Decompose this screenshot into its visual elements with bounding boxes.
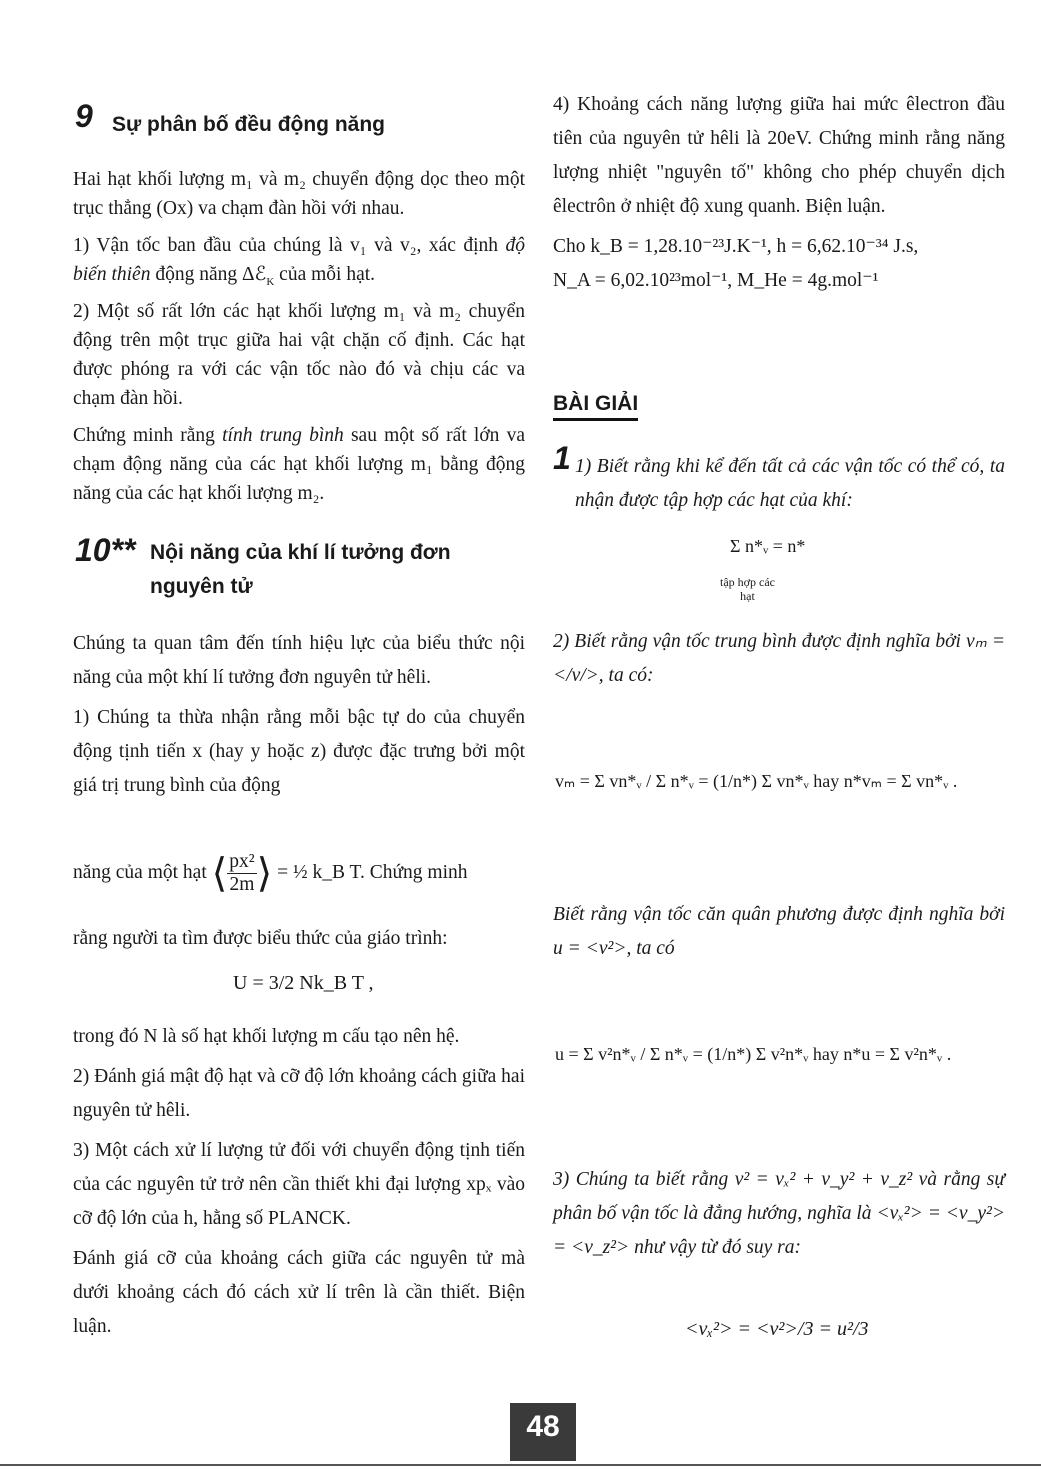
q4: 4) Khoảng cách năng lượng giữa hai mức êlectron đầu tiên của nguyên tử hêli là 20eV. Chứng minh rằng năng lượng nhiệt "nguyên tố" không cho phép chuyển dịch êlectrôn ở nhiệt độ xung quanh. Biện luận. — [553, 94, 1005, 217]
internal-energy-formula: U = 3/2 Nk_B T , — [233, 972, 374, 994]
text: động năng Δℰ — [150, 264, 267, 285]
text: của mỗi hạt. — [274, 264, 376, 285]
p10-q3b: Đánh giá cỡ của khoảng cách giữa các nguyên tử mà dưới khoảng cách đó cách xử lí trên là cần thiết. Biện luận. — [73, 1248, 525, 1337]
kinetic-fraction — [227, 851, 256, 896]
problem-10-title-1: Nội năng của khí lí tưởng đơn — [150, 541, 451, 564]
p10-q1: 1) Chúng ta thừa nhận rằng mỗi bậc tự do của chuyển động tịnh tiến x (hay y hoặc z) được đặc trưng bởi một giá trị trung bình của động — [73, 707, 525, 796]
problem-9-body — [73, 165, 525, 516]
problem-9-title: Sự phân bố đều động năng — [112, 113, 386, 136]
q4-body — [553, 88, 1005, 304]
text: 1) Vận tốc ban đầu của chúng là v₁ và v₂, xác định — [73, 235, 506, 256]
problem-10-title-2: nguyên tử — [150, 575, 253, 598]
solution-1-formula: Σ n*ᵥ = n* — [730, 536, 806, 556]
text: sau một số rất lớn va chạm động năng của các hạt khối lượng m₁ bằng động năng của các hạt khối lượng m₂. — [73, 425, 526, 504]
p9-q2: 2) Một số rất lớn các hạt khối lượng m₁ và m₂ chuyển động trên một trục giữa hai vật chặn cố định. Các hạt được phóng ra với các vận tốc nào đó và chịu các va chạm đàn hồi. — [73, 301, 525, 409]
p9-q2b — [73, 421, 525, 508]
subscript: K — [266, 275, 275, 288]
solution-2-formula: vₘ = Σ vn*ᵥ / Σ n*ᵥ = (1/n*) Σ vn*ᵥ hay n*vₘ = Σ vn*ᵥ . — [555, 771, 958, 791]
text: . Chứng minh — [359, 862, 468, 883]
numerator: px² — [229, 851, 255, 873]
p10-intro: Chúng ta quan tâm đến tính hiệu lực của biểu thức nội năng của một khí lí tưởng đơn nguyên tử hêli. — [73, 633, 525, 688]
solution-2b: Biết rằng vận tốc căn quân phương được định nghĩa bởi u = <v²>, ta có — [553, 904, 1005, 959]
denominator: 2m — [229, 874, 255, 896]
solution-heading: BÀI GIẢI — [553, 392, 638, 421]
problem-number-9: 9 — [75, 98, 93, 134]
problem-10-body — [73, 627, 525, 803]
text: năng của một hạt — [73, 862, 207, 883]
problem-number-10: 10** — [75, 532, 136, 568]
given-2: N_A = 6,02.10²³mol⁻¹, M_He = 4g.mol⁻¹ — [553, 270, 879, 291]
solution-1: 1) Biết rằng khi kể đến tất cả các vận tốc có thể có, ta nhận được tập hợp các hạt của khí: — [575, 456, 1005, 511]
p10-q3: 3) Một cách xử lí lượng tử đối với chuyển động tịnh tiến của các nguyên tử trở nên cần thiết khi đại lượng xpₓ vào cỡ độ lớn của h, hằng số PLANCK. — [73, 1140, 525, 1229]
page-number: 48 — [510, 1403, 576, 1461]
page-edge-line — [0, 1464, 1041, 1466]
problem-10-body-2 — [73, 1020, 525, 1350]
solution-2: 2) Biết rằng vận tốc trung bình được định nghĩa bởi vₘ = </v/>, ta có: — [553, 631, 1005, 686]
p10-q2: 2) Đánh giá mật độ hạt và cỡ độ lớn khoảng cách giữa hai nguyên tử hêli. — [73, 1066, 525, 1121]
solution-3-formula: <vₓ²> = <v²>/3 = u²/3 — [685, 1318, 869, 1340]
p10-q1-formula-line: năng của một hạt ⟨ $\frac{\text{px²}}{2m}$ ⟩ = ½ k_B T. Chứng minh — [73, 850, 468, 896]
italic-text: độ biến thiên — [73, 235, 525, 285]
p9-intro: Hai hạt khối lượng m₁ và m₂ chuyển động dọc theo một trục thẳng (Ox) va chạm đàn hồi với nhau. — [73, 169, 525, 219]
text: Chứng minh rằng — [73, 425, 223, 446]
p10-after: trong đó N là số hạt khối lượng m cấu tạo nên hệ. — [73, 1026, 460, 1047]
p10-q1-cont: rằng người ta tìm được biểu thức của giáo trình: — [73, 928, 448, 949]
p9-q1 — [73, 231, 525, 289]
solution-3: 3) Chúng ta biết rằng v² = vₓ² + v_y² + v_z² và rằng sự phân bố vận tốc là đẳng hướng, nghĩa là <vₓ²> = <v_y²> = <v_z²> như vậy từ đó suy ra: — [553, 1169, 1005, 1258]
italic-text: tính trung bình — [222, 425, 344, 446]
given-1: Cho k_B = 1,28.10⁻²³J.K⁻¹, h = 6,62.10⁻³⁴ J.s, — [553, 236, 919, 257]
solution-number-1: 1 — [553, 440, 571, 476]
solution-2b-formula: u = Σ v²n*ᵥ / Σ n*ᵥ = (1/n*) Σ v²n*ᵥ hay n*u = Σ v²n*ᵥ . — [555, 1044, 952, 1064]
formula-rhs: = ½ k_B T — [277, 862, 360, 883]
sum-subscript: tập hợp các hạt — [720, 575, 775, 603]
